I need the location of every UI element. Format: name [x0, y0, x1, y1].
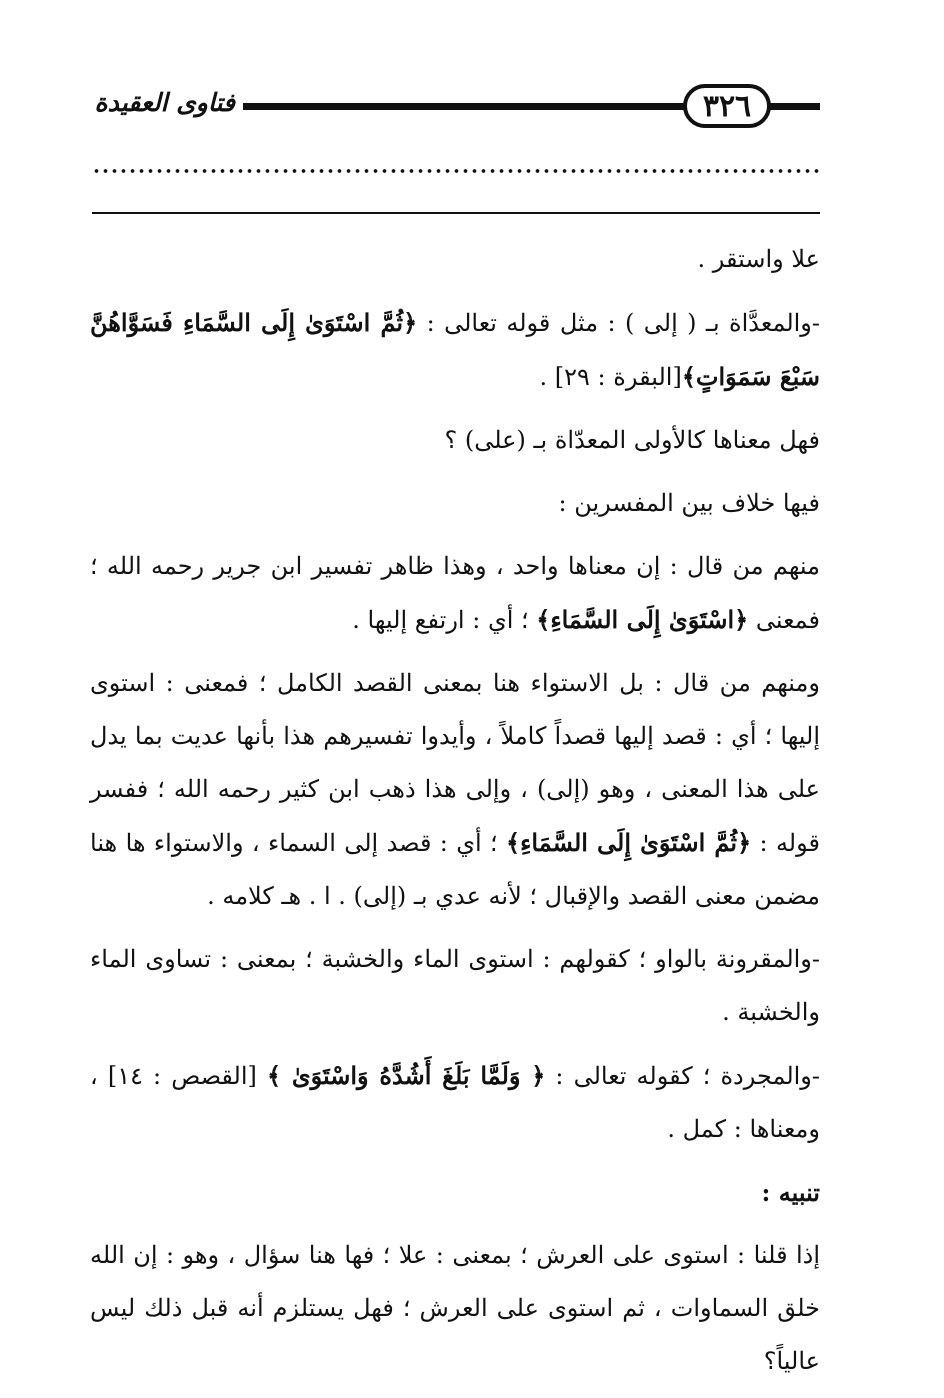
paragraph-text: إذا قلنا : استوى على العرش ؛ بمعنى : علا ؛ فها هنا سؤال ، وهو : إن الله خلق السماوات ، ثم استوى على العرش ؛ فهل يستلزم أنه قبل ذلك ليس عالياً؟: [90, 1241, 820, 1375]
quran-quote: ﴿ وَلَمَّا بَلَغَ أَشُدَّهُ وَاسْتَوَىٰ ﴾: [266, 1061, 546, 1090]
paragraph: [90, 657, 820, 923]
paragraph: [90, 933, 820, 1039]
paragraph: [90, 296, 820, 404]
dotted-separator: [92, 168, 820, 174]
header-rule-right: [770, 103, 820, 110]
paragraph-text: فيها خلاف بين المفسرين :: [558, 489, 820, 517]
paragraph-text: -والمعدَّاة بـ ( إلى ) : مثل قوله تعالى :: [417, 309, 820, 337]
paragraph: [90, 1229, 820, 1388]
quran-quote: ﴿ثُمَّ اسْتَوَىٰ إِلَى السَّمَاءِ فَسَوَّاهُنَّ سَبْعَ سَمَوَاتٍ﴾: [90, 308, 820, 391]
header-rule-left: [243, 103, 685, 110]
paragraph: [90, 233, 820, 286]
paragraph-text: ؛ أي : قصد إلى السماء ، والاستواء ها هنا مضمن معنى القصد والإقبال ؛ لأنه عدي بـ (إلى) . ا . هـ كلامه .: [90, 829, 820, 910]
paragraph-text: ومنهم من قال : بل الاستواء هنا بمعنى القصد الكامل ؛ فمعنى : استوى إليها ؛ أي : قصد إليها قصداً كاملاً ، وأيدوا تفسيرهم هذا بأنها عديت بما يدل على هذا المعنى ، وهو (إلى) ، وإلى هذا ذهب ابن كثير رحمه الله ؛ ففسر قوله :: [90, 669, 820, 857]
paragraph-text: علا واستقر .: [697, 245, 820, 273]
citation: [البقرة : ٢٩] .: [539, 363, 682, 391]
book-title: فتاوى العقيدة: [94, 88, 235, 117]
paragraph-text: فهل معناها كالأولى المعدّاة بـ (على) ؟: [444, 426, 820, 454]
paragraph: [90, 414, 820, 467]
paragraph-text: -والمقرونة بالواو ؛ كقولهم : استوى الماء والخشبة ؛ بمعنى : تساوى الماء والخشبة .: [90, 945, 820, 1026]
citation: [القصص : ١٤] ، ومعناها : كمل .: [90, 1062, 820, 1143]
note-heading: [90, 1166, 820, 1219]
body-text: [90, 233, 820, 1398]
paragraph: [90, 477, 820, 530]
paragraph-text: -والمجردة ؛ كقوله تعالى :: [545, 1062, 821, 1090]
quran-quote: ﴿اسْتَوَىٰ إِلَى السَّمَاءِ﴾: [536, 605, 749, 634]
paragraph-text: تنبيه :: [761, 1178, 820, 1207]
paragraph: [90, 540, 820, 647]
paragraph-text: منهم من قال : إن معناها واحد ، وهذا ظاهر تفسير ابن جرير رحمه الله ؛ فمعنى: [90, 552, 820, 634]
header-underline: [92, 212, 820, 214]
quran-quote: ﴿ثُمَّ اسْتَوَىٰ إِلَى السَّمَاءِ﴾: [506, 828, 752, 857]
paragraph-text: ؛ أي : ارتفع إليها .: [352, 606, 537, 634]
page-number: ٣٢٦: [683, 84, 771, 128]
paragraph: [90, 1049, 820, 1156]
